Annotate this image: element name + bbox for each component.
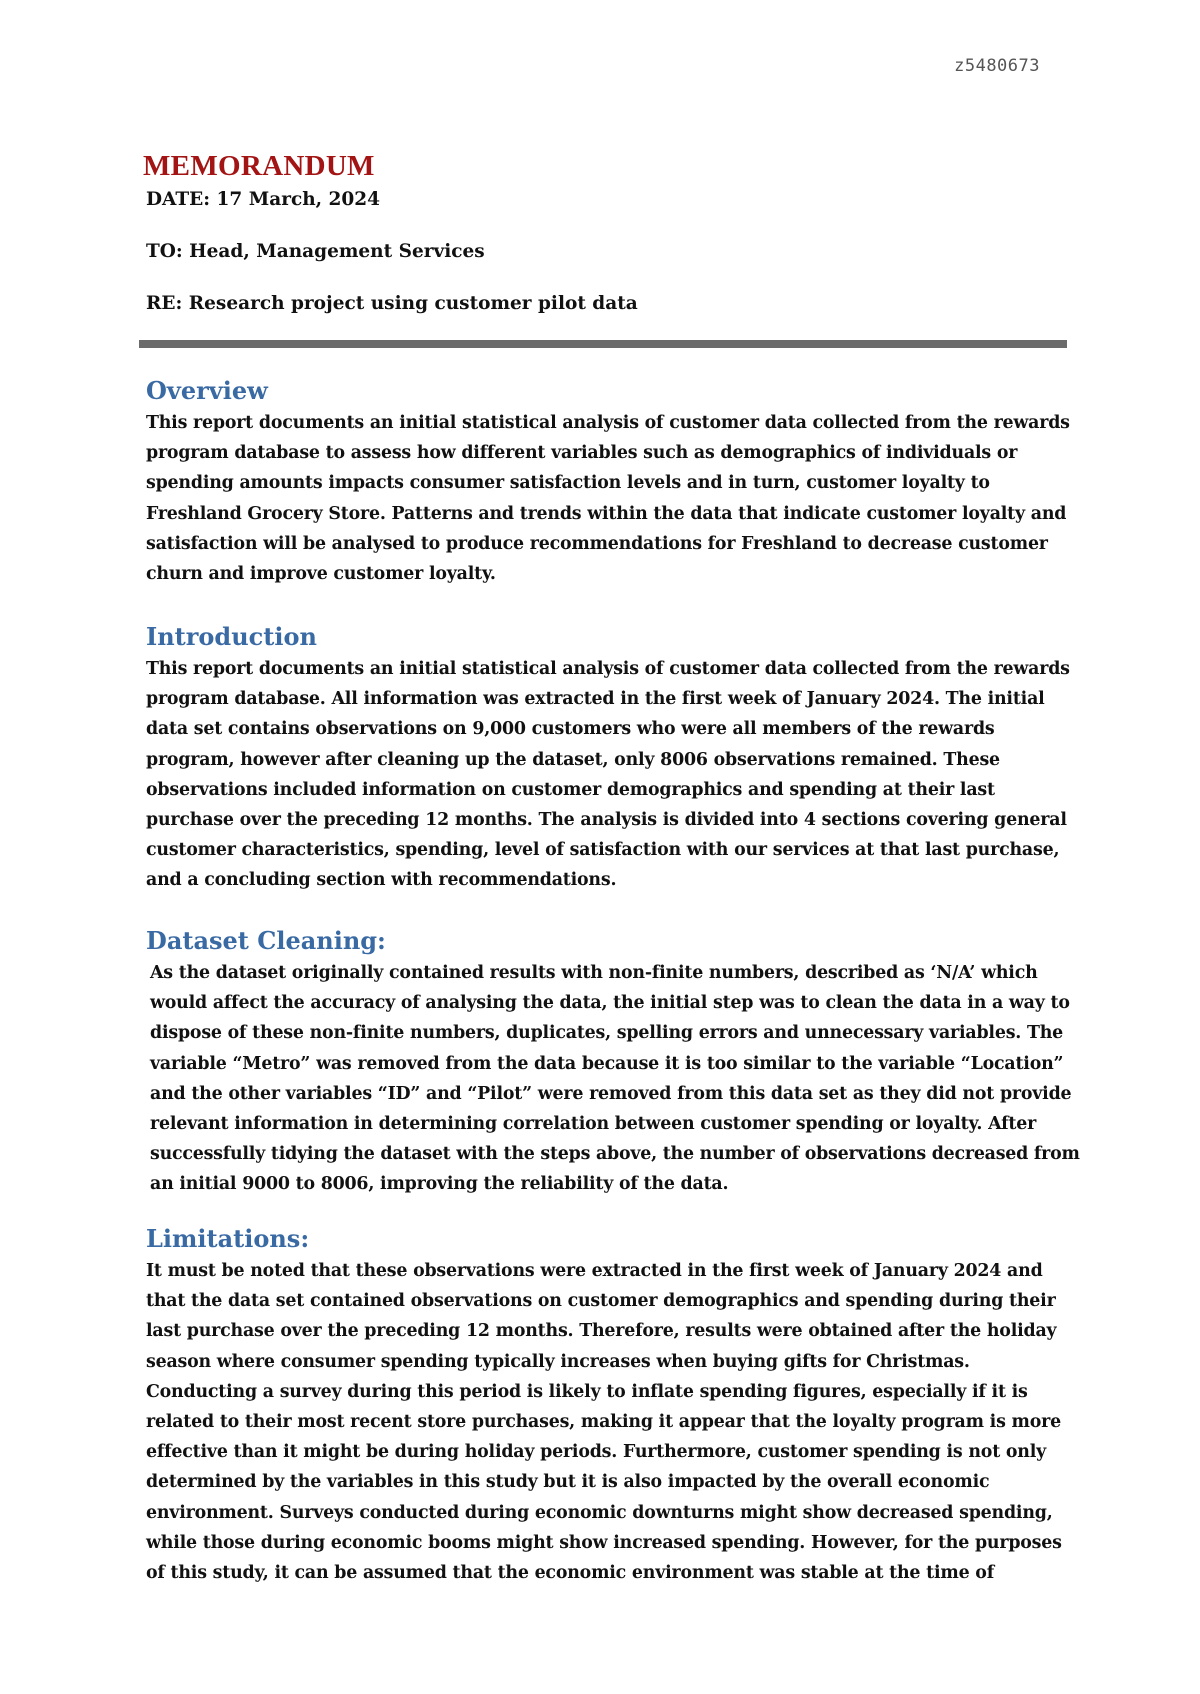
text-line: would affect the accuracy of analysing the data, the initial step was to clean the data in a way to <box>150 993 1070 1014</box>
to-field <box>146 241 485 262</box>
to-value: Head, Management Services <box>189 241 485 262</box>
text-line: churn and improve customer loyalty. <box>146 564 496 585</box>
header-divider <box>139 340 1067 348</box>
text-line: of this study, it can be assumed that the economic environment was stable at the time of <box>146 1563 994 1584</box>
memo-title: MEMORANDUM <box>143 150 375 182</box>
text-line: determined by the variables in this study but it is also impacted by the overall economic <box>146 1472 990 1493</box>
text-line: and a concluding section with recommendations. <box>146 870 617 891</box>
text-line: Freshland Grocery Store. Patterns and trends within the data that indicate customer loyalty and <box>146 503 1067 524</box>
text-line: It must be noted that these observations were extracted in the first week of January 2024 and <box>146 1261 1043 1281</box>
text-line: purchase over the preceding 12 months. The analysis is divided into 4 sections covering general <box>146 810 1067 831</box>
introduction-heading: Introduction <box>146 622 317 651</box>
limitations-heading: Limitations: <box>146 1224 310 1253</box>
overview-paragraph <box>146 408 1076 589</box>
text-line: an initial 9000 to 8006, improving the reliability of the data. <box>150 1174 729 1195</box>
re-label: RE: <box>146 293 183 314</box>
text-line: last purchase over the preceding 12 months. Therefore, results were obtained after the holiday <box>146 1321 1057 1342</box>
student-id: z5480673 <box>954 56 1040 76</box>
text-line: observations included information on customer demographics and spending at their last <box>146 779 995 800</box>
date-label: DATE: <box>146 189 211 210</box>
cleaning-paragraph <box>150 958 1080 1200</box>
cleaning-heading: Dataset Cleaning: <box>146 926 386 955</box>
date-value: 17 March, 2024 <box>216 189 381 210</box>
text-line: relevant information in determining correlation between customer spending or loyalty. After <box>150 1114 1037 1135</box>
text-line: satisfaction will be analysed to produce recommendations for Freshland to decrease customer <box>146 533 1048 554</box>
introduction-paragraph <box>146 654 1076 896</box>
text-line: dispose of these non-finite numbers, duplicates, spelling errors and unnecessary variables. The <box>150 1023 1064 1044</box>
text-line: program, however after cleaning up the dataset, only 8006 observations remained. These <box>146 749 1000 770</box>
re-value: Research project using customer pilot data <box>188 293 638 314</box>
text-line: while those during economic booms might show increased spending. However, for the purposes <box>146 1532 1062 1553</box>
text-line: environment. Surveys conducted during economic downturns might show decreased spending, <box>146 1502 1053 1523</box>
text-line: This report documents an initial statistical analysis of customer data collected from the rewards <box>146 659 1070 679</box>
text-line: program database to assess how different variables such as demographics of individuals or <box>146 443 1018 464</box>
text-line: variable “Metro” was removed from the data because it is too similar to the variable “Location” <box>150 1053 1064 1074</box>
text-line: program database. All information was extracted in the first week of January 2024. The initial <box>146 689 1045 710</box>
text-line: As the dataset originally contained results with non-finite numbers, described as ‘N/A’ which <box>150 963 1038 983</box>
text-line: related to their most recent store purchases, making it appear that the loyalty program is more <box>146 1412 1061 1433</box>
text-line: and the other variables “ID” and “Pilot” were removed from this data set as they did not provide <box>150 1083 1072 1104</box>
text-line: This report documents an initial statistical analysis of customer data collected from the rewards <box>146 413 1070 433</box>
text-line: successfully tidying the dataset with the steps above, the number of observations decreased from <box>150 1144 1080 1165</box>
text-line: effective than it might be during holiday periods. Furthermore, customer spending is not only <box>146 1442 1047 1463</box>
to-label: TO: <box>146 241 183 262</box>
re-field <box>146 293 638 314</box>
limitations-paragraph <box>146 1256 1076 1588</box>
overview-heading: Overview <box>146 376 268 405</box>
date-field <box>146 189 380 210</box>
text-line: spending amounts impacts consumer satisfaction levels and in turn, customer loyalty to <box>146 473 990 494</box>
text-line: Conducting a survey during this period is likely to inflate spending figures, especially if it is <box>146 1381 1028 1402</box>
text-line: that the data set contained observations on customer demographics and spending during their <box>146 1291 1056 1312</box>
text-line: data set contains observations on 9,000 customers who were all members of the rewards <box>146 719 995 740</box>
text-line: season where consumer spending typically increases when buying gifts for Christmas. <box>146 1351 970 1372</box>
text-line: customer characteristics, spending, level of satisfaction with our services at that last purchase, <box>146 840 1060 861</box>
